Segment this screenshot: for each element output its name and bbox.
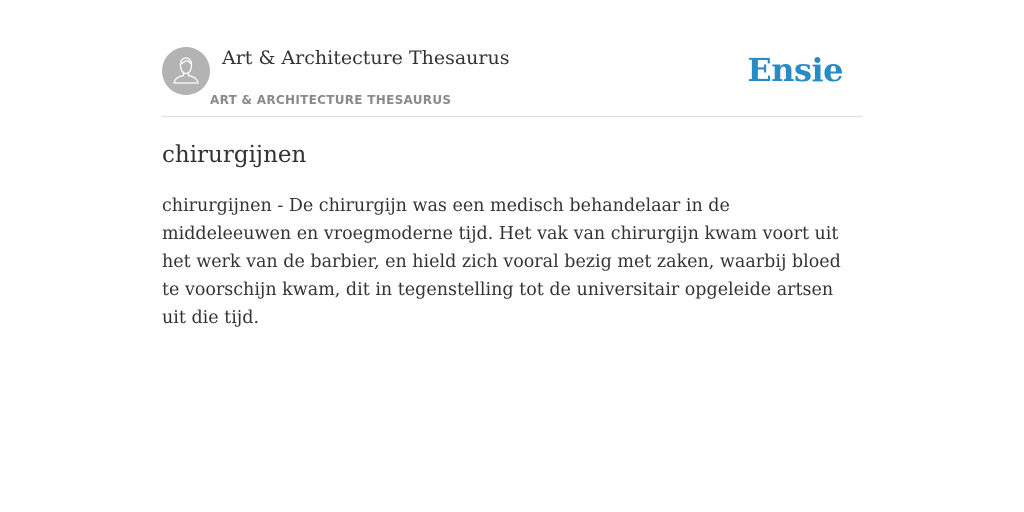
author-avatar[interactable] bbox=[162, 47, 210, 95]
author-name[interactable]: Art & Architecture Thesaurus bbox=[222, 47, 510, 69]
user-silhouette-icon bbox=[162, 47, 210, 95]
entry-title: chirurgijnen bbox=[162, 142, 307, 168]
entry-definition: chirurgijnen - De chirurgijn was een medisch behandelaar in de middeleeuwen en vroegmoderne tijd. Het vak van chirurgijn kwam voort uit het werk van de barbier, en hield zich vooral bezig met zaken, waarbij bloed te voorschijn kwam, dit in tegenstelling tot de universitair opgeleide artsen uit die tijd. bbox=[162, 196, 841, 328]
author-subtitle[interactable]: ART & ARCHITECTURE THESAURUS bbox=[210, 93, 452, 107]
entry-header bbox=[162, 46, 862, 117]
ensie-logo[interactable]: Ensie bbox=[747, 51, 843, 89]
